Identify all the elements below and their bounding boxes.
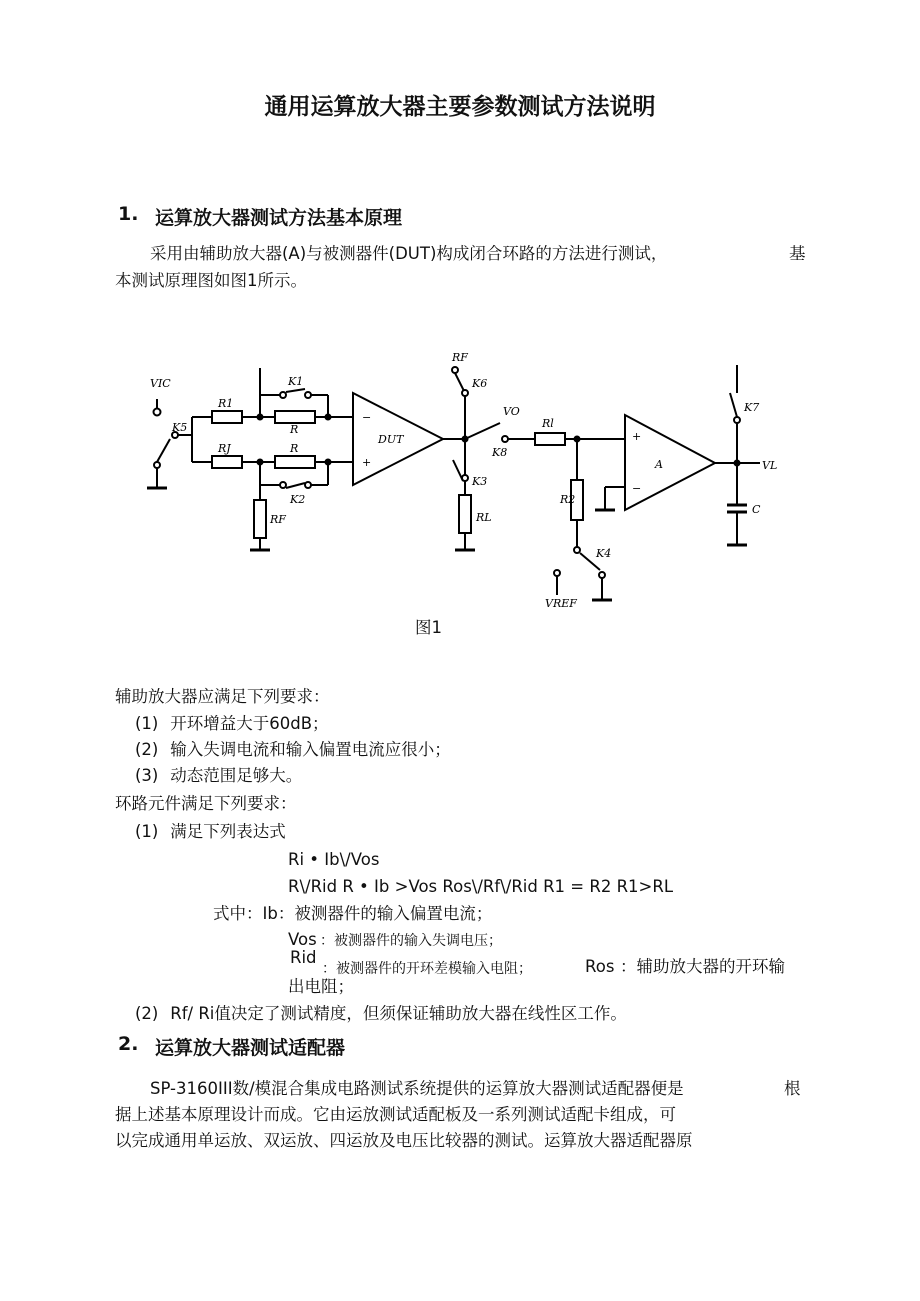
aux-item-text: 开环增益大于60dB；	[170, 714, 329, 733]
loop-item-2	[135, 1000, 627, 1027]
ros-text-2: 出电阻；	[288, 977, 354, 996]
loop-item-num: (2)	[135, 1004, 159, 1023]
label-plus-amp: +	[632, 430, 642, 443]
label-r2: R2	[560, 493, 576, 506]
aux-item-1	[135, 710, 329, 737]
aux-item-2	[135, 736, 451, 763]
label-r1a: R1	[218, 397, 234, 410]
label-vo: VO	[503, 405, 520, 418]
section2-line1-end: 根	[784, 1079, 801, 1098]
loop-item-text: 满足下列表达式	[170, 822, 286, 841]
aux-item-num: (2)	[135, 740, 159, 759]
label-k4: K4	[596, 547, 612, 560]
section1-para-line1: 采用由辅助放大器(A)与被测器件(DUT)构成闭合环路的方法进行测试，	[150, 244, 668, 263]
loop-item-1	[135, 818, 286, 845]
section1-para-line1-end: 基	[789, 244, 806, 263]
ros-label: Ros	[585, 957, 615, 976]
ros-text: ：辅助放大器的开环输	[620, 957, 785, 976]
section2-line3: 以完成通用单运放、双运放、四运放及电压比较器的测试。运算放大器适配器原	[115, 1131, 693, 1150]
label-k3: K3	[472, 475, 488, 488]
label-rl1: Rl	[542, 417, 554, 430]
label-rf-left: RF	[270, 513, 286, 526]
aux-item-text: 输入失调电流和输入偏置电流应很小；	[170, 740, 451, 759]
aux-item-text: 动态范围足够大。	[170, 766, 303, 785]
label-k8: K8	[492, 446, 508, 459]
section1-heading: 运算放大器测试方法基本原理	[155, 207, 403, 229]
label-dut: DUT	[378, 433, 404, 446]
aux-intro: 辅助放大器应满足下列要求：	[115, 687, 330, 706]
section1-number: 1.	[118, 203, 139, 225]
aux-item-num: (1)	[135, 714, 159, 733]
aux-item-num: (3)	[135, 766, 159, 785]
label-k5: K5	[172, 421, 188, 434]
section2-line2: 据上述基本原理设计而成。它由运放测试适配板及一系列测试适配卡组成，可	[115, 1105, 676, 1124]
label-minus-dut: −	[362, 411, 372, 424]
expression-1: Ri • Ib\/Vos	[288, 850, 380, 869]
vos-label: Vos	[288, 930, 317, 949]
label-ra: R	[290, 423, 299, 436]
label-rf-top: RF	[452, 351, 468, 364]
where-label: 式中：Ib：被测器件的输入偏置电流；	[213, 904, 493, 923]
page-title: 通用运算放大器主要参数测试方法说明	[264, 94, 656, 120]
rid-label: Rid	[290, 948, 317, 967]
label-amp: A	[655, 458, 663, 471]
label-k6: K6	[472, 377, 488, 390]
label-k7: K7	[744, 401, 760, 414]
label-k2: K2	[290, 493, 306, 506]
label-vic: VIC	[150, 377, 171, 390]
section2-heading: 运算放大器测试适配器	[155, 1037, 346, 1059]
label-vref: VREF	[545, 597, 577, 610]
label-c: C	[752, 503, 761, 516]
section2-line1: SP-3160III数/模混合集成电路测试系统提供的运算放大器测试适配器便是	[150, 1079, 684, 1098]
loop-item-text: Rf/ Ri值决定了测试精度，但须保证辅助放大器在线性区工作。	[170, 1004, 627, 1023]
label-rb: R	[290, 442, 299, 455]
circuit-diagram	[140, 345, 790, 620]
label-r1b: RJ	[218, 442, 231, 455]
label-vl: VL	[762, 459, 778, 472]
section1-para-line2: 本测试原理图如图1所示。	[115, 271, 307, 290]
section2-number: 2.	[118, 1033, 139, 1055]
vos-text: ：被测器件的输入失调电压；	[320, 933, 502, 949]
label-plus-dut: +	[362, 456, 372, 469]
loop-intro: 环路元件满足下列要求：	[115, 794, 297, 813]
label-minus-amp: −	[632, 482, 642, 495]
expression-2: R\/Rid R • Ib >Vos Ros\/Rf\/Rid R1 = R2 R1>RL	[288, 877, 674, 896]
label-rl: RL	[476, 511, 492, 524]
loop-item-num: (1)	[135, 822, 159, 841]
label-k1: K1	[288, 375, 304, 388]
figure-caption: 图1	[415, 618, 442, 637]
aux-item-3	[135, 762, 302, 789]
rid-text: ：被测器件的开环差模输入电阻；	[322, 961, 532, 977]
